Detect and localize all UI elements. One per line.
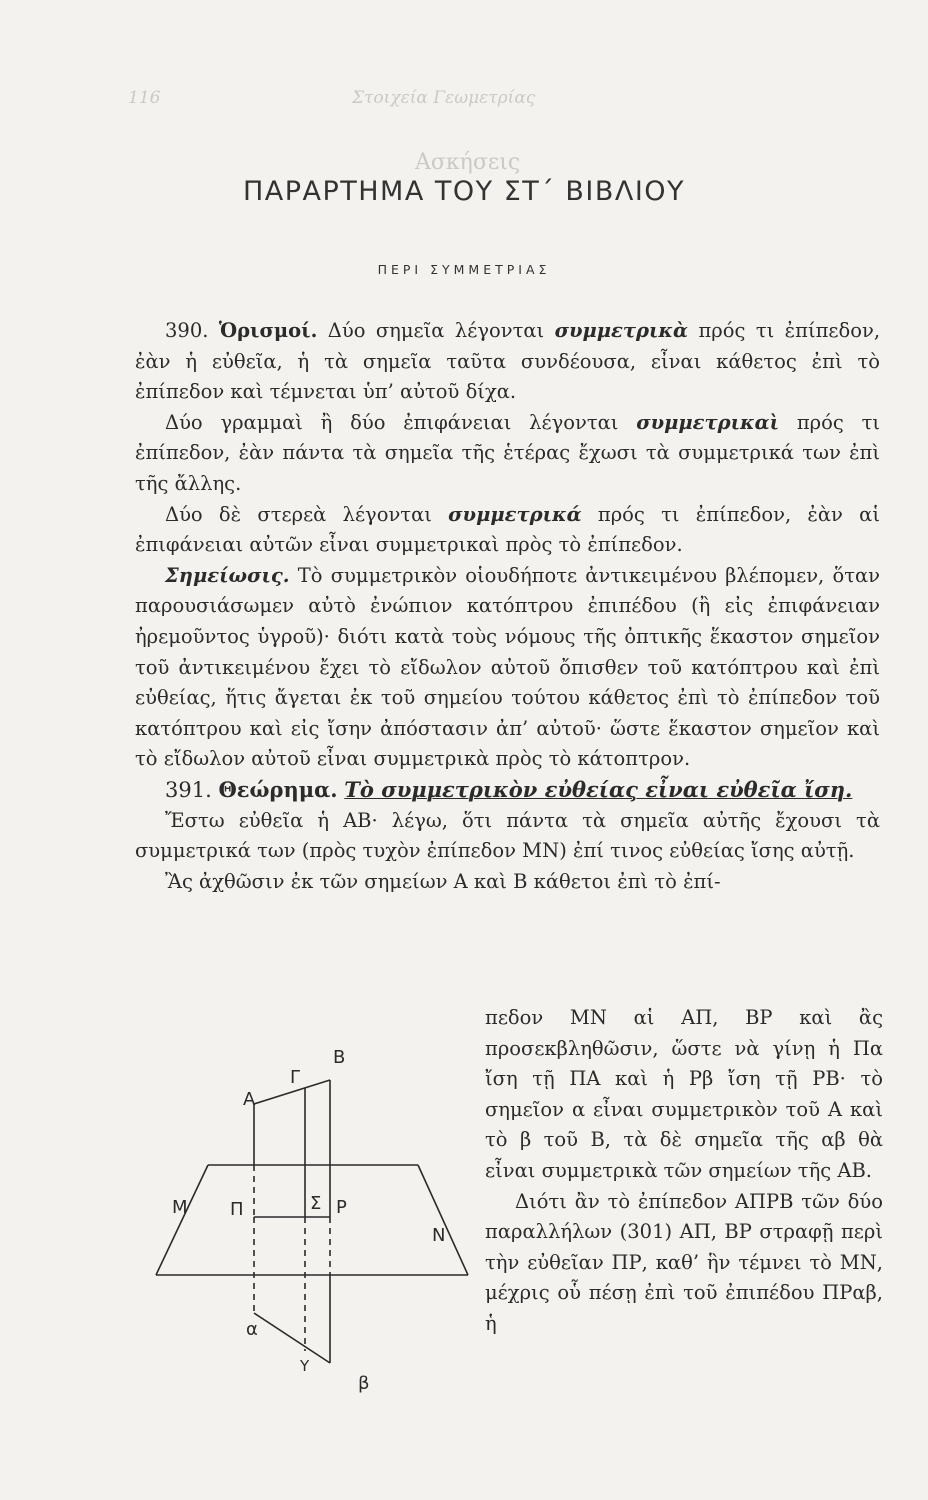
section-391-label: Θεώρημα. bbox=[218, 776, 338, 802]
definition-3-text-a: Δύο δὲ στερεὰ λέγονται bbox=[165, 502, 432, 526]
plane-edge-left bbox=[156, 1165, 208, 1275]
label-R: Ρ bbox=[336, 1197, 347, 1218]
label-N: Ν bbox=[432, 1225, 446, 1246]
segment-alpha-beta bbox=[254, 1313, 330, 1363]
definition-3-text-b: πρός τι ἐπίπεδον, ἐὰν αἱ ἐπιφάνειαι αὐτῶν εἶναι συμμετρικαὶ πρὸς τὸ ἐπίπεδον. bbox=[135, 502, 880, 557]
label-Pi: Π bbox=[230, 1199, 244, 1220]
symmetry-figure bbox=[150, 1035, 480, 1395]
theorem-heading bbox=[135, 775, 880, 806]
right-column-text bbox=[485, 1003, 883, 1340]
section-390-label: Ὁρισμοί. bbox=[218, 319, 318, 342]
section-390-number: 390. bbox=[165, 319, 209, 342]
plane-edge-right bbox=[418, 1165, 468, 1275]
theorem-statement: Τὸ συμμετρικὸν εὐθείας εἶναι εὐθεῖα ἴση. bbox=[344, 776, 853, 802]
label-beta: β bbox=[358, 1373, 370, 1394]
theorem-paragraph-3: Διότι ἂν τὸ ἐπίπεδον ΑΠΡΒ τῶν δύο παραλλήλων (301) ΑΠ, ΒΡ στραφῇ περὶ τὴν εὐθεῖαν ΠΡ, καθ’ ἣν τέμνει τὸ ΜΝ, μέχρις οὗ πέσῃ ἐπὶ τοῦ ἐπιπέδου ΠΡαβ, ἡ bbox=[485, 1189, 883, 1335]
label-alpha: α bbox=[246, 1319, 258, 1340]
definition-1-text-b: πρός τι ἐπίπεδον, ἐὰν ἡ εὐθεῖα, ἡ τὰ σημεῖα ταῦτα συνδέουσα, εἶναι κάθετος ἐπὶ τὸ ἐπίπεδον καὶ τέμνεται ὑπ’ αὐτοῦ δίχα. bbox=[135, 319, 881, 404]
label-M: Μ bbox=[172, 1197, 188, 1218]
theorem-paragraph-1: Ἔστω εὐθεῖα ἡ ΑΒ· λέγω, ὅτι πάντα τὰ σημεῖα αὐτῆς ἔχουσι τὰ συμμετρικά των (πρὸς τυχὸν ἐπίπεδον ΜΝ) ἐπί τινος εὐθείας ἴσης αὐτῇ. bbox=[135, 808, 880, 863]
bleed-running-head: Στοιχεία Γεωμετρίας bbox=[352, 88, 536, 108]
theorem-paragraph-2-rest: πεδον ΜΝ αἱ ΑΠ, ΒΡ καὶ ἂς προσεκβληθῶσιν, ὥστε νὰ γίνῃ ἡ Πα ἴση τῇ ΠΑ καὶ ἡ Ρβ ἴση τῇ ΡΒ· τὸ σημεῖον α εἶναι συμμετρικὸν τοῦ Α καὶ τὸ β τοῦ Β, τὰ δὲ σημεῖα τῆς αβ θὰ εἶναι συμμετρικὰ τῶν σημείων τῆς ΑΒ. bbox=[485, 1006, 883, 1182]
bleed-heading: Ασκήσεις bbox=[415, 150, 521, 175]
definition-1-text-a: Δύο σημεῖα λέγονται bbox=[327, 319, 545, 342]
definition-2-text-b: πρός τι ἐπίπεδον, ἐὰν πάντα τὰ σημεῖα τῆς ἑτέρας ἔχωσι τὰ συμμετρικά των ἐπὶ τῆς ἄλλης. bbox=[135, 410, 880, 495]
term-symmetric-points: συμμετρικὰ bbox=[554, 319, 689, 342]
definition-paragraph-1 bbox=[135, 316, 880, 408]
label-A: Α bbox=[243, 1089, 256, 1110]
definition-paragraph-3 bbox=[135, 500, 880, 561]
label-Sigma: Σ bbox=[310, 1193, 322, 1214]
term-symmetric-lines: συμμετρικαὶ bbox=[636, 410, 780, 434]
note-label: Σημείωσις. bbox=[165, 563, 290, 587]
section-391-number: 391. bbox=[165, 777, 212, 802]
term-symmetric-solids: συμμετρικά bbox=[448, 502, 582, 526]
bleed-page-number: 116 bbox=[128, 88, 161, 108]
appendix-title: ΠΑΡΑΡΤΗΜΑ ΤΟΥ ΣΤ΄ ΒΙΒΛΙΟΥ bbox=[242, 176, 686, 207]
label-B: Β bbox=[333, 1047, 346, 1068]
note-paragraph bbox=[135, 561, 880, 775]
label-Upsilon: Υ bbox=[300, 1357, 310, 1375]
main-text bbox=[135, 316, 880, 897]
definition-paragraph-2 bbox=[135, 408, 880, 500]
note-text: Τὸ συμμετρικὸν οἱουδήποτε ἀντικειμένου βλέπομεν, ὅταν παρουσιάσωμεν αὐτὸ ἐνώπιον κατόπτρου ἐπιπέδου (ἢ εἰς ἐπιφάνειαν ἠρεμοῦντος ὑγροῦ)· διότι κατὰ τοὺς νόμους τῆς ὀπτικῆς ἕκαστον σημεῖον τοῦ ἀντικειμένου ἔχει τὸ εἴδωλον αὐτοῦ ὄπισθεν τοῦ κατόπτρου καὶ ἐπὶ εὐθείας, ἥτις ἄγεται ἐκ τοῦ σημείου τούτου κάθετος ἐπὶ τὸ ἐπίπεδον τοῦ κατόπτρου καὶ εἰς ἴσην ἀπόστασιν ἀπ’ αὐτοῦ· ὥστε ἕκαστον σημεῖον καὶ τὸ εἴδωλον αὐτοῦ εἶναι συμμετρικὰ πρὸς τὸ κάτοπτρον. bbox=[135, 563, 881, 771]
appendix-subtitle: ΠΕΡΙ ΣΥΜΜΕΤΡΙΑΣ bbox=[377, 262, 551, 277]
definition-2-text-a: Δύο γραμμαὶ ἢ δύο ἐπιφάνειαι λέγονται bbox=[165, 410, 619, 434]
theorem-paragraph-2-start: Ἂς ἀχθῶσιν ἐκ τῶν σημείων Α καὶ Β κάθετοι ἐπὶ τὸ ἐπί- bbox=[165, 869, 721, 893]
label-Gamma: Γ bbox=[290, 1067, 301, 1088]
